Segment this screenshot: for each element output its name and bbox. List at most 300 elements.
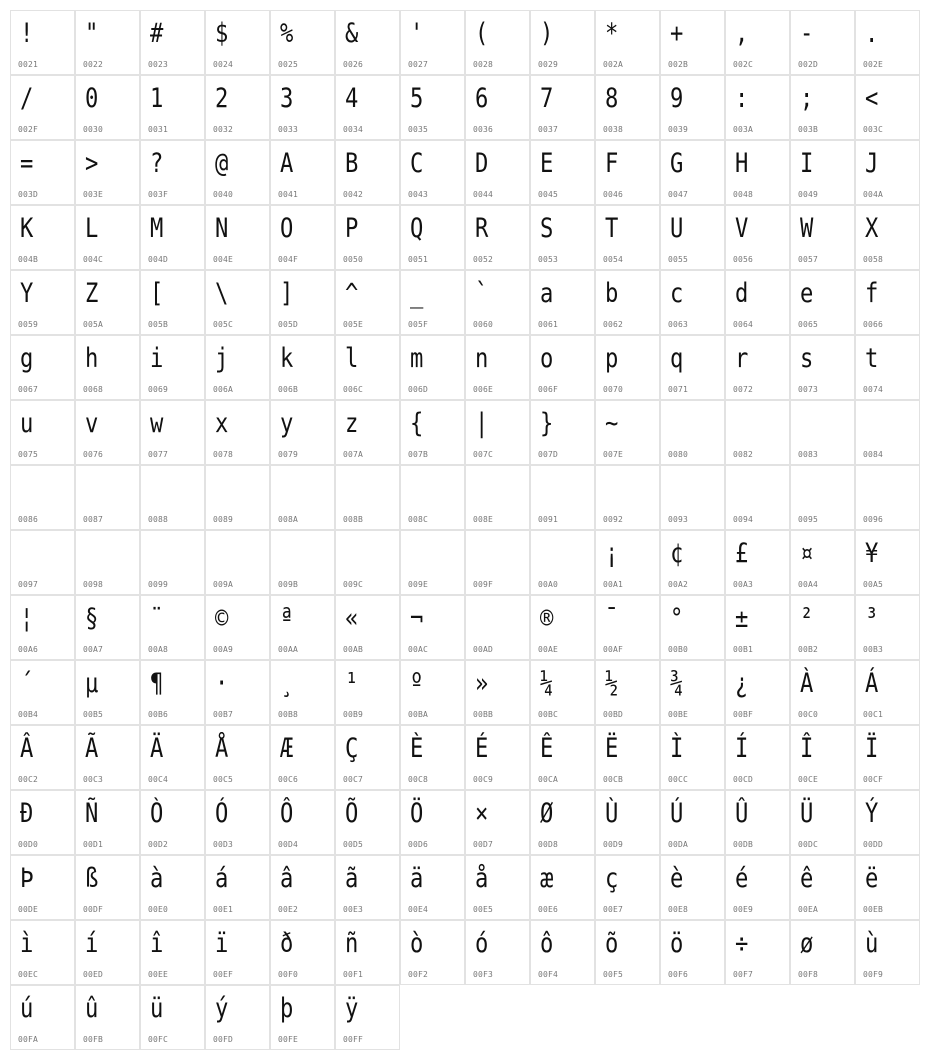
glyph-code: 00F6	[668, 970, 689, 979]
glyph-char: Ó	[215, 798, 229, 829]
glyph-code: 00B0	[668, 645, 689, 654]
glyph-char: P	[345, 213, 359, 244]
glyph-cell	[595, 790, 660, 855]
glyph-cell	[140, 985, 205, 1050]
glyph-code: 00D6	[408, 840, 429, 849]
glyph-code: 0037	[538, 125, 559, 134]
glyph-char: b	[605, 278, 619, 309]
glyph-code: 00ED	[83, 970, 104, 979]
glyph-code: 0068	[83, 385, 104, 394]
glyph-cell	[530, 530, 595, 595]
glyph-code: 00B9	[343, 710, 364, 719]
glyph-char: ¿	[735, 668, 749, 699]
glyph-code: 0083	[798, 450, 819, 459]
glyph-char: Ú	[670, 798, 684, 829]
glyph-code: 00FC	[148, 1035, 169, 1044]
glyph-char: |	[475, 408, 489, 439]
glyph-cell	[725, 920, 790, 985]
glyph-char: f	[865, 278, 879, 309]
glyph-char: ^	[345, 278, 359, 309]
glyph-cell	[725, 595, 790, 660]
glyph-char: Â	[20, 733, 34, 764]
glyph-code: 009C	[343, 580, 364, 589]
glyph-code: 00A0	[538, 580, 559, 589]
glyph-cell	[530, 335, 595, 400]
glyph-code: 003D	[18, 190, 39, 199]
glyph-code: 0038	[603, 125, 624, 134]
glyph-char: ¼	[540, 668, 554, 699]
glyph-cell	[660, 335, 725, 400]
glyph-cell	[205, 660, 270, 725]
glyph-char: z	[345, 408, 359, 439]
glyph-code: 0027	[408, 60, 429, 69]
glyph-code: 00EF	[213, 970, 234, 979]
glyph-cell	[205, 10, 270, 75]
glyph-char: j	[215, 343, 229, 374]
glyph-code: 00DD	[863, 840, 884, 849]
glyph-cell	[855, 400, 920, 465]
glyph-cell	[530, 920, 595, 985]
glyph-char: _	[410, 278, 424, 309]
glyph-char: Ö	[410, 798, 424, 829]
glyph-char: u	[20, 408, 34, 439]
glyph-cell	[465, 725, 530, 790]
glyph-char: ü	[150, 993, 164, 1024]
glyph-cell	[400, 335, 465, 400]
glyph-char: 1	[150, 83, 164, 114]
glyph-cell	[465, 10, 530, 75]
glyph-code: 00D5	[343, 840, 364, 849]
glyph-char: ¦	[20, 603, 34, 634]
glyph-cell	[270, 400, 335, 465]
glyph-cell	[270, 465, 335, 530]
glyph-code: 0078	[213, 450, 234, 459]
glyph-code: 00CA	[538, 775, 559, 784]
glyph-char: ~	[605, 408, 619, 439]
glyph-code: 00C4	[148, 775, 169, 784]
glyph-char: o	[540, 343, 554, 374]
glyph-char: Å	[215, 733, 229, 764]
glyph-char: E	[540, 148, 554, 179]
glyph-cell	[335, 270, 400, 335]
glyph-code: 002A	[603, 60, 624, 69]
glyph-cell	[855, 10, 920, 75]
glyph-code: 00EB	[863, 905, 884, 914]
glyph-code: 002B	[668, 60, 689, 69]
glyph-cell	[595, 855, 660, 920]
glyph-char: -	[800, 18, 814, 49]
glyph-code: 00F9	[863, 970, 884, 979]
glyph-cell	[140, 660, 205, 725]
glyph-code: 0052	[473, 255, 494, 264]
glyph-code: 004C	[83, 255, 104, 264]
glyph-char: Ñ	[85, 798, 99, 829]
glyph-code: 00A1	[603, 580, 624, 589]
glyph-char: O	[280, 213, 294, 244]
glyph-code: 00BB	[473, 710, 494, 719]
glyph-cell	[75, 530, 140, 595]
glyph-char: ¢	[670, 538, 684, 569]
glyph-code: 0056	[733, 255, 754, 264]
glyph-cell	[660, 855, 725, 920]
glyph-cell	[465, 920, 530, 985]
glyph-char: ó	[475, 928, 489, 959]
glyph-code: 0031	[148, 125, 169, 134]
glyph-cell	[465, 75, 530, 140]
glyph-code: 00FF	[343, 1035, 364, 1044]
glyph-cell	[725, 660, 790, 725]
glyph-code: 00EC	[18, 970, 39, 979]
glyph-char: R	[475, 213, 489, 244]
glyph-char: ø	[800, 928, 814, 959]
glyph-char: '	[410, 18, 424, 49]
glyph-cell	[790, 530, 855, 595]
glyph-code: 009A	[213, 580, 234, 589]
glyph-code: 0073	[798, 385, 819, 394]
glyph-code: 005C	[213, 320, 234, 329]
glyph-cell	[725, 335, 790, 400]
glyph-code: 0034	[343, 125, 364, 134]
glyph-code: 00D1	[83, 840, 104, 849]
glyph-char: û	[85, 993, 99, 1024]
glyph-char: 7	[540, 83, 554, 114]
glyph-code: 0086	[18, 515, 39, 524]
glyph-code: 0058	[863, 255, 884, 264]
glyph-code: 006D	[408, 385, 429, 394]
glyph-cell	[205, 920, 270, 985]
glyph-code: 008A	[278, 515, 299, 524]
glyph-code: 004E	[213, 255, 234, 264]
glyph-code: 00A9	[213, 645, 234, 654]
glyph-cell	[855, 790, 920, 855]
glyph-char: Ò	[150, 798, 164, 829]
glyph-code: 0098	[83, 580, 104, 589]
glyph-cell	[10, 75, 75, 140]
glyph-char: ß	[85, 863, 99, 894]
glyph-code: 00A7	[83, 645, 104, 654]
character-map-grid	[10, 10, 920, 1050]
glyph-cell	[725, 10, 790, 75]
glyph-char: Ø	[540, 798, 554, 829]
glyph-code: 00C8	[408, 775, 429, 784]
glyph-cell	[10, 725, 75, 790]
glyph-cell	[790, 270, 855, 335]
glyph-cell	[725, 205, 790, 270]
glyph-cell	[270, 725, 335, 790]
glyph-cell	[400, 725, 465, 790]
glyph-code: 007D	[538, 450, 559, 459]
glyph-cell	[205, 205, 270, 270]
glyph-code: 00C6	[278, 775, 299, 784]
glyph-char: ¾	[670, 668, 684, 699]
glyph-char: Ë	[605, 733, 619, 764]
glyph-code: 005F	[408, 320, 429, 329]
glyph-cell	[140, 855, 205, 920]
glyph-cell	[270, 205, 335, 270]
glyph-cell	[400, 790, 465, 855]
glyph-char: ð	[280, 928, 294, 959]
glyph-code: 0021	[18, 60, 39, 69]
glyph-char: È	[410, 733, 424, 764]
glyph-char: q	[670, 343, 684, 374]
glyph-code: 00F1	[343, 970, 364, 979]
glyph-char: Ï	[865, 733, 879, 764]
glyph-char: >	[85, 148, 99, 179]
glyph-char: (	[475, 18, 489, 49]
glyph-code: 009E	[408, 580, 429, 589]
glyph-code: 008C	[408, 515, 429, 524]
glyph-char: &	[345, 18, 359, 49]
glyph-char: <	[865, 83, 879, 114]
glyph-cell	[530, 140, 595, 205]
glyph-char: :	[735, 83, 749, 114]
glyph-code: 00AC	[408, 645, 429, 654]
glyph-char: Í	[735, 733, 749, 764]
glyph-code: 0087	[83, 515, 104, 524]
glyph-char: #	[150, 18, 164, 49]
glyph-cell	[660, 465, 725, 530]
glyph-code: 00C3	[83, 775, 104, 784]
glyph-code: 0075	[18, 450, 39, 459]
glyph-char: $	[215, 18, 229, 49]
glyph-code: 0084	[863, 450, 884, 459]
glyph-cell	[855, 595, 920, 660]
glyph-cell	[10, 985, 75, 1050]
glyph-char: À	[800, 668, 814, 699]
glyph-code: 00FE	[278, 1035, 299, 1044]
glyph-cell	[75, 205, 140, 270]
glyph-code: 00F4	[538, 970, 559, 979]
glyph-code: 0033	[278, 125, 299, 134]
glyph-cell	[270, 855, 335, 920]
glyph-char: Ù	[605, 798, 619, 829]
glyph-cell	[530, 270, 595, 335]
glyph-cell	[10, 790, 75, 855]
glyph-cell	[10, 465, 75, 530]
glyph-cell	[75, 400, 140, 465]
glyph-code: 00DC	[798, 840, 819, 849]
glyph-char: l	[345, 343, 359, 374]
glyph-char: Ü	[800, 798, 814, 829]
glyph-code: 0072	[733, 385, 754, 394]
glyph-cell	[660, 790, 725, 855]
glyph-code: 0077	[148, 450, 169, 459]
glyph-code: 0057	[798, 255, 819, 264]
glyph-char: £	[735, 538, 749, 569]
glyph-cell	[400, 920, 465, 985]
glyph-cell	[400, 205, 465, 270]
glyph-char: ¬	[410, 603, 424, 634]
glyph-code: 00AB	[343, 645, 364, 654]
glyph-char: Q	[410, 213, 424, 244]
glyph-char: ¶	[150, 668, 164, 699]
glyph-cell	[790, 400, 855, 465]
glyph-cell	[10, 660, 75, 725]
glyph-code: 0035	[408, 125, 429, 134]
glyph-cell	[400, 400, 465, 465]
glyph-cell	[790, 75, 855, 140]
glyph-cell	[10, 855, 75, 920]
glyph-cell	[855, 920, 920, 985]
glyph-cell	[270, 10, 335, 75]
glyph-char: ý	[215, 993, 229, 1024]
glyph-code: 00C1	[863, 710, 884, 719]
glyph-code: 0092	[603, 515, 624, 524]
glyph-cell	[270, 335, 335, 400]
glyph-char: K	[20, 213, 34, 244]
glyph-char: Á	[865, 668, 879, 699]
glyph-char: Ô	[280, 798, 294, 829]
glyph-code: 0043	[408, 190, 429, 199]
glyph-code: 00BE	[668, 710, 689, 719]
glyph-code: 004D	[148, 255, 169, 264]
glyph-code: 0062	[603, 320, 624, 329]
glyph-cell	[530, 595, 595, 660]
glyph-cell	[75, 335, 140, 400]
glyph-char: n	[475, 343, 489, 374]
glyph-char: ç	[605, 863, 619, 894]
glyph-char: ô	[540, 928, 554, 959]
glyph-char: w	[150, 408, 164, 439]
glyph-cell	[400, 660, 465, 725]
glyph-code: 006F	[538, 385, 559, 394]
glyph-cell	[595, 205, 660, 270]
glyph-cell	[400, 530, 465, 595]
glyph-code: 0032	[213, 125, 234, 134]
glyph-cell	[75, 920, 140, 985]
glyph-char: F	[605, 148, 619, 179]
glyph-code: 0024	[213, 60, 234, 69]
glyph-code: 00B1	[733, 645, 754, 654]
glyph-code: 005D	[278, 320, 299, 329]
glyph-code: 002F	[18, 125, 39, 134]
glyph-cell	[660, 530, 725, 595]
glyph-cell	[530, 205, 595, 270]
glyph-char: B	[345, 148, 359, 179]
glyph-char: Ä	[150, 733, 164, 764]
glyph-code: 00E9	[733, 905, 754, 914]
glyph-cell	[205, 270, 270, 335]
glyph-char: }	[540, 408, 554, 439]
glyph-char: U	[670, 213, 684, 244]
glyph-char: ³	[865, 603, 879, 634]
glyph-char: ¨	[150, 603, 164, 634]
glyph-code: 00E6	[538, 905, 559, 914]
glyph-code: 0055	[668, 255, 689, 264]
glyph-cell	[140, 10, 205, 75]
glyph-code: 0054	[603, 255, 624, 264]
glyph-char: x	[215, 408, 229, 439]
glyph-cell	[140, 595, 205, 660]
glyph-cell	[465, 140, 530, 205]
glyph-code: 00E3	[343, 905, 364, 914]
glyph-cell	[595, 530, 660, 595]
glyph-cell	[140, 465, 205, 530]
glyph-code: 0070	[603, 385, 624, 394]
glyph-cell	[270, 790, 335, 855]
glyph-cell	[725, 270, 790, 335]
glyph-code: 0097	[18, 580, 39, 589]
glyph-cell	[335, 660, 400, 725]
glyph-cell	[75, 725, 140, 790]
glyph-code: 0048	[733, 190, 754, 199]
glyph-char: 4	[345, 83, 359, 114]
glyph-char: É	[475, 733, 489, 764]
glyph-cell	[140, 920, 205, 985]
glyph-cell	[335, 595, 400, 660]
glyph-cell	[335, 920, 400, 985]
glyph-cell	[75, 660, 140, 725]
glyph-cell	[790, 205, 855, 270]
glyph-char: ë	[865, 863, 879, 894]
glyph-char: ¥	[865, 538, 879, 569]
glyph-code: 00A8	[148, 645, 169, 654]
glyph-code: 0030	[83, 125, 104, 134]
glyph-code: 00B5	[83, 710, 104, 719]
glyph-code: 0088	[148, 515, 169, 524]
glyph-char: "	[85, 18, 99, 49]
glyph-code: 0060	[473, 320, 494, 329]
glyph-cell	[205, 140, 270, 205]
glyph-code: 00B4	[18, 710, 39, 719]
glyph-cell	[400, 75, 465, 140]
glyph-code: 0093	[668, 515, 689, 524]
glyph-char: ö	[670, 928, 684, 959]
glyph-code: 003F	[148, 190, 169, 199]
glyph-code: 0069	[148, 385, 169, 394]
glyph-char: à	[150, 863, 164, 894]
glyph-char: h	[85, 343, 99, 374]
glyph-code: 00F7	[733, 970, 754, 979]
glyph-char: ä	[410, 863, 424, 894]
glyph-cell	[530, 790, 595, 855]
glyph-char: G	[670, 148, 684, 179]
glyph-cell	[140, 400, 205, 465]
glyph-code: 00F0	[278, 970, 299, 979]
glyph-code: 0053	[538, 255, 559, 264]
glyph-code: 008E	[473, 515, 494, 524]
glyph-char: è	[670, 863, 684, 894]
glyph-code: 002D	[798, 60, 819, 69]
glyph-cell	[790, 10, 855, 75]
glyph-cell	[205, 985, 270, 1050]
glyph-char: é	[735, 863, 749, 894]
glyph-cell	[335, 10, 400, 75]
glyph-cell	[270, 75, 335, 140]
glyph-cell	[595, 270, 660, 335]
glyph-cell	[205, 790, 270, 855]
glyph-code: 00D8	[538, 840, 559, 849]
glyph-code: 0040	[213, 190, 234, 199]
glyph-code: 00EA	[798, 905, 819, 914]
glyph-char: ï	[215, 928, 229, 959]
glyph-cell	[10, 400, 75, 465]
glyph-cell	[465, 270, 530, 335]
glyph-cell	[75, 270, 140, 335]
glyph-code: 0022	[83, 60, 104, 69]
glyph-cell	[75, 855, 140, 920]
glyph-cell	[140, 205, 205, 270]
glyph-cell	[205, 725, 270, 790]
glyph-cell	[465, 660, 530, 725]
glyph-char: L	[85, 213, 99, 244]
glyph-char: +	[670, 18, 684, 49]
glyph-code: 00CC	[668, 775, 689, 784]
glyph-char: ±	[735, 603, 749, 634]
glyph-code: 008B	[343, 515, 364, 524]
glyph-code: 00CD	[733, 775, 754, 784]
glyph-char: \	[215, 278, 229, 309]
